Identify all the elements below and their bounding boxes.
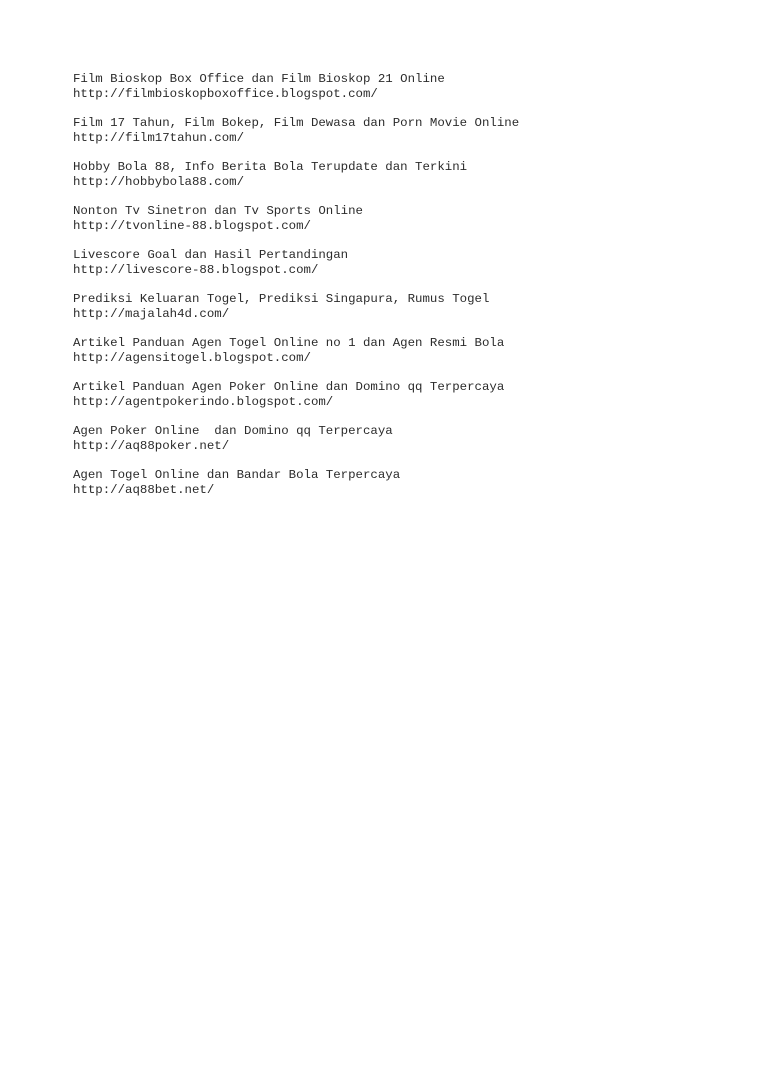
entry-url[interactable]: http://aq88poker.net/ [73,439,230,453]
list-item [73,248,713,278]
entry-url[interactable]: http://hobbybola88.com/ [73,175,245,189]
list-item [73,424,713,454]
entry-title: Artikel Panduan Agen Togel Online no 1 dan Agen Resmi Bola [73,336,505,350]
entry-title: Agen Poker Online dan Domino qq Terpercaya [73,424,393,438]
list-item [73,468,713,498]
link-list [73,72,713,512]
list-item [73,292,713,322]
entry-url[interactable]: http://tvonline-88.blogspot.com/ [73,219,311,233]
list-item [73,380,713,410]
entry-url[interactable]: http://aq88bet.net/ [73,483,215,497]
list-item [73,160,713,190]
entry-title: Film Bioskop Box Office dan Film Bioskop 21 Online [73,72,445,86]
entry-url[interactable]: http://film17tahun.com/ [73,131,245,145]
entry-url[interactable]: http://filmbioskopboxoffice.blogspot.com/ [73,87,378,101]
entry-title: Hobby Bola 88, Info Berita Bola Terupdate dan Terkini [73,160,468,174]
entry-title: Film 17 Tahun, Film Bokep, Film Dewasa dan Porn Movie Online [73,116,520,130]
list-item [73,336,713,366]
entry-url[interactable]: http://livescore-88.blogspot.com/ [73,263,319,277]
entry-title: Agen Togel Online dan Bandar Bola Terpercaya [73,468,401,482]
list-item [73,72,713,102]
entry-url[interactable]: http://agentpokerindo.blogspot.com/ [73,395,334,409]
entry-url[interactable]: http://majalah4d.com/ [73,307,230,321]
entry-title: Artikel Panduan Agen Poker Online dan Domino qq Terpercaya [73,380,505,394]
entry-title: Prediksi Keluaran Togel, Prediksi Singapura, Rumus Togel [73,292,490,306]
list-item [73,116,713,146]
list-item [73,204,713,234]
entry-title: Livescore Goal dan Hasil Pertandingan [73,248,349,262]
entry-url[interactable]: http://agensitogel.blogspot.com/ [73,351,311,365]
entry-title: Nonton Tv Sinetron dan Tv Sports Online [73,204,363,218]
